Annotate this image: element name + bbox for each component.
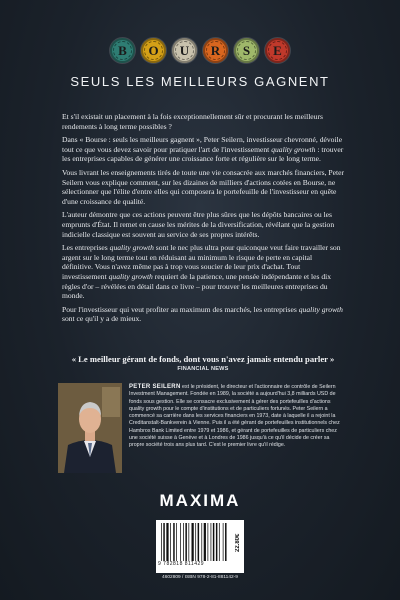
author-name: PETER SEILERN — [129, 384, 181, 390]
logo-coin-s: S — [234, 38, 259, 63]
paragraph-4: L'auteur démontre que ces actions peuvent être plus sûres que les dépôts bancaires ou les emprunts d'État. Il remet en cause les mérites de la diversification, révélant que la gestion indicielle classique est souvent au service de ses propres intérêts. — [62, 210, 335, 239]
barcode — [156, 520, 244, 573]
barcode-digits: 9 782818 811429 — [158, 561, 205, 567]
paragraph-1: Et s'il existait un placement à la fois exceptionnellement sûr et procurant les meilleurs rendements à long terme possibles ? — [62, 112, 323, 131]
logo-coin-r: R — [203, 38, 228, 63]
isbn-line: 4602809 / ISBN 978-2-81-881142-9 — [162, 575, 238, 580]
quote-source: FINANCIAL NEWS — [177, 366, 229, 372]
author-photo — [58, 383, 122, 473]
paragraph-3: Vous livrant les enseignements tirés de toute une vie consacrée aux marchés financiers, Peter Seilern vous explique comment, sur les dizaines de milliers d'actions cotées en Bourse, ne sélectionner que l'élite d'entre elles qui composera le portefeuille de l'investisseur en quête d'une croissance de qualité. — [62, 167, 344, 206]
back-cover-description — [62, 112, 344, 328]
series-logo — [0, 38, 400, 63]
publisher-logo: MAXIMA — [159, 491, 241, 510]
barcode-bars — [160, 523, 231, 561]
logo-coin-u: U — [172, 38, 197, 63]
paragraph-6: Pour l'investisseur qui veut profiter au maximum des marchés, les entreprises quality growth sont ce qu'il y a de mieux. — [62, 304, 343, 324]
press-quote: « Le meilleur gérant de fonds, dont vous n'avez jamais entendu parler » — [71, 354, 335, 364]
paragraph-5: Les entreprises quality growth sont le nec plus ultra pour quiconque veut faire travailler son argent sur le long terme tout en réduisant au minimum le risque de perte en capital définitive. Vous n'avez même pas à trop vous soucier de leur prix d'achat. Tout investissement quality growth requiert de la patience, une pensée indépendante et les dix règles d'or – révélées en détail dans ce livre – pour trouver les meilleures entreprises du monde. — [62, 243, 341, 301]
paragraph-2: Dans « Bourse : seuls les meilleurs gagnent », Peter Seilern, investisseur chevronné, dévoile tout ce que vous devez savoir pour pratiquer l'art de l'investissement quality growth : trouver les entreprises capables de générer une croissance forte et régulière sur le long terme. — [62, 135, 344, 164]
book-subtitle: SEULS LES MEILLEURS GAGNENT — [70, 74, 330, 89]
author-bio: PETER SEILERN est le président, le directeur et l'actionnaire de contrôle de Seilern Investment Management. Fondée en 1989, la société a aujourd'hui 3,8 milliards USD de fonds sous gestion. Elle se consacre exclusivement à gérer des portefeuilles d'actions quality growth pour le compte d'institutions et de particuliers fortunés. Peter Seilern a commencé sa carrière dans les services financiers en 1973, date à laquelle il a rejoint la Creditanstalt-Bankverein à Vienne. Puis il a été gérant de portefeuilles institutionnels chez Hambros Bank Limited entre 1979 et 1986, et gérant de portefeuilles de particuliers chez une société suisse à Genève et à Londres de 1986 jusqu'à ce qu'il décide de créer sa propre société trois ans plus tard. C'est le premier livre qu'il rédige. — [129, 384, 340, 449]
logo-coin-e: E — [265, 38, 290, 63]
logo-coin-b: B — [110, 38, 135, 63]
price-label: 22.80€ — [235, 533, 241, 553]
logo-coin-o: O — [141, 38, 166, 63]
